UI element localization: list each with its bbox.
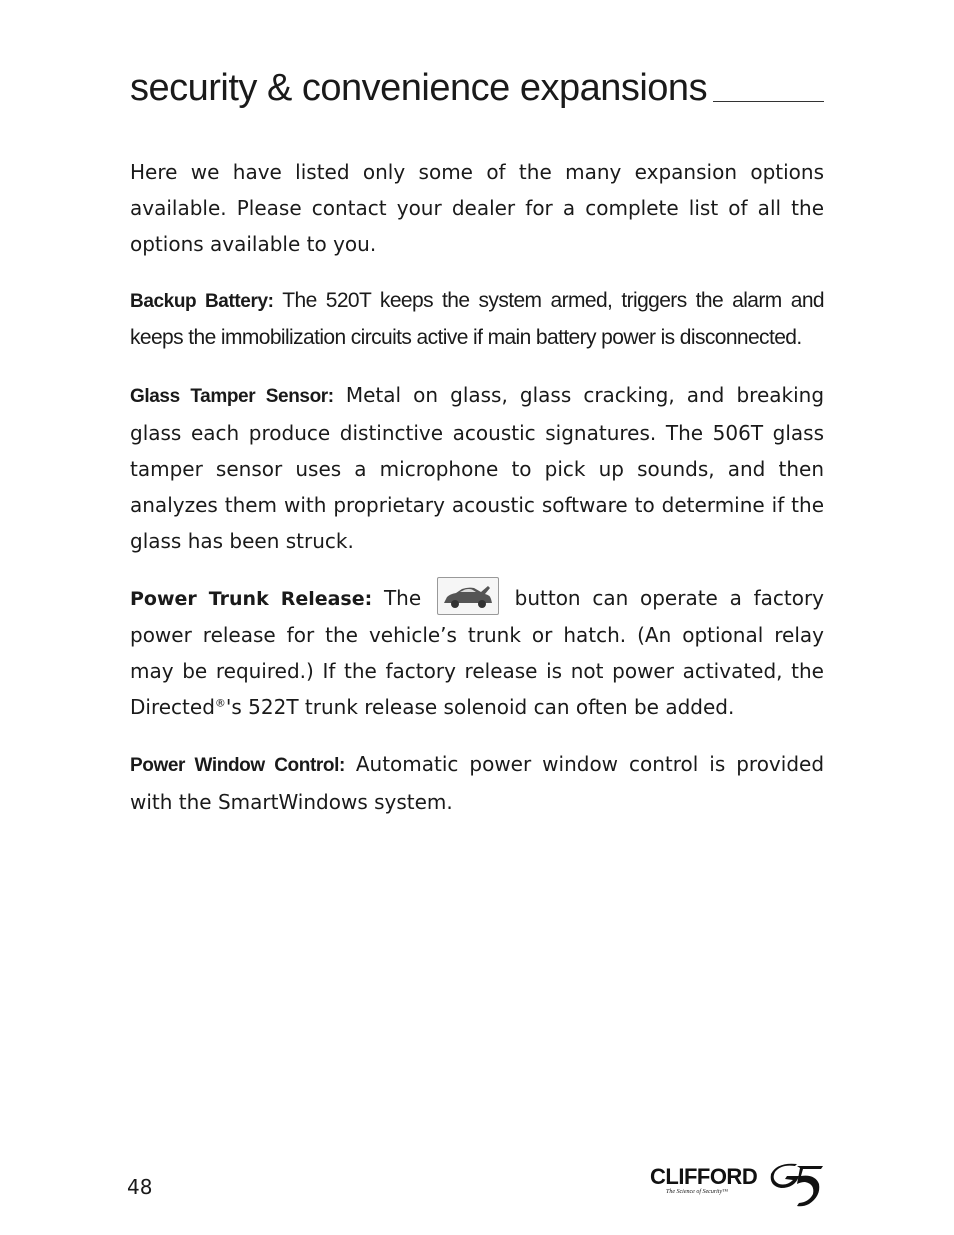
section-text-after-icon: button can operate a factory power release for the vehicle’s trunk or hatch. (An optional relay may be required.) If the factory release is not power activated, the Directed [130,586,825,719]
section-term: Power Trunk Release: [130,588,373,610]
brand-name: CLIFFORD [650,1164,758,1189]
page-header [130,64,824,112]
section-term: Glass Tamper Sensor: [130,386,334,407]
section-term: Power Window Control: [130,755,345,776]
page-title: security & convenience expansions [130,64,713,112]
page-number: 48 [127,1175,153,1199]
section-text: Automatic power window control is provided with the SmartWindows system. [130,752,825,814]
page-content [130,154,824,841]
registered-mark: ® [214,696,226,710]
car-trunk-icon [437,577,499,615]
brand-tagline: The Science of Security™ [666,1189,729,1195]
section-backup-battery [130,283,824,356]
intro-paragraph: Here we have listed only some of the many expansion options available. Please contact your dealer for a complete list of all the options available to you. [130,160,824,256]
section-power-trunk-release [130,580,824,725]
section-glass-tamper-sensor [130,377,824,559]
section-text: Metal on glass, glass cracking, and breaking glass each produce distinctive acoustic signatures. The 506T glass tamper sensor uses a microphone to pick up sounds, and then analyzes them with proprietary acoustic software to determine if the glass has been struck. [130,383,825,553]
section-text-end: 's 522T trunk release solenoid can often be added. [225,695,735,719]
section-text: The 520T keeps the system armed, triggers the alarm and keeps the immobilization circuits active if main battery power is disconnected. [130,289,824,349]
section-text-before-icon: The [383,586,422,610]
section-term: Backup Battery: [130,291,274,312]
section-power-window-control [130,746,824,820]
g5-logo-icon [767,1160,827,1208]
brand-logo [650,1160,830,1210]
